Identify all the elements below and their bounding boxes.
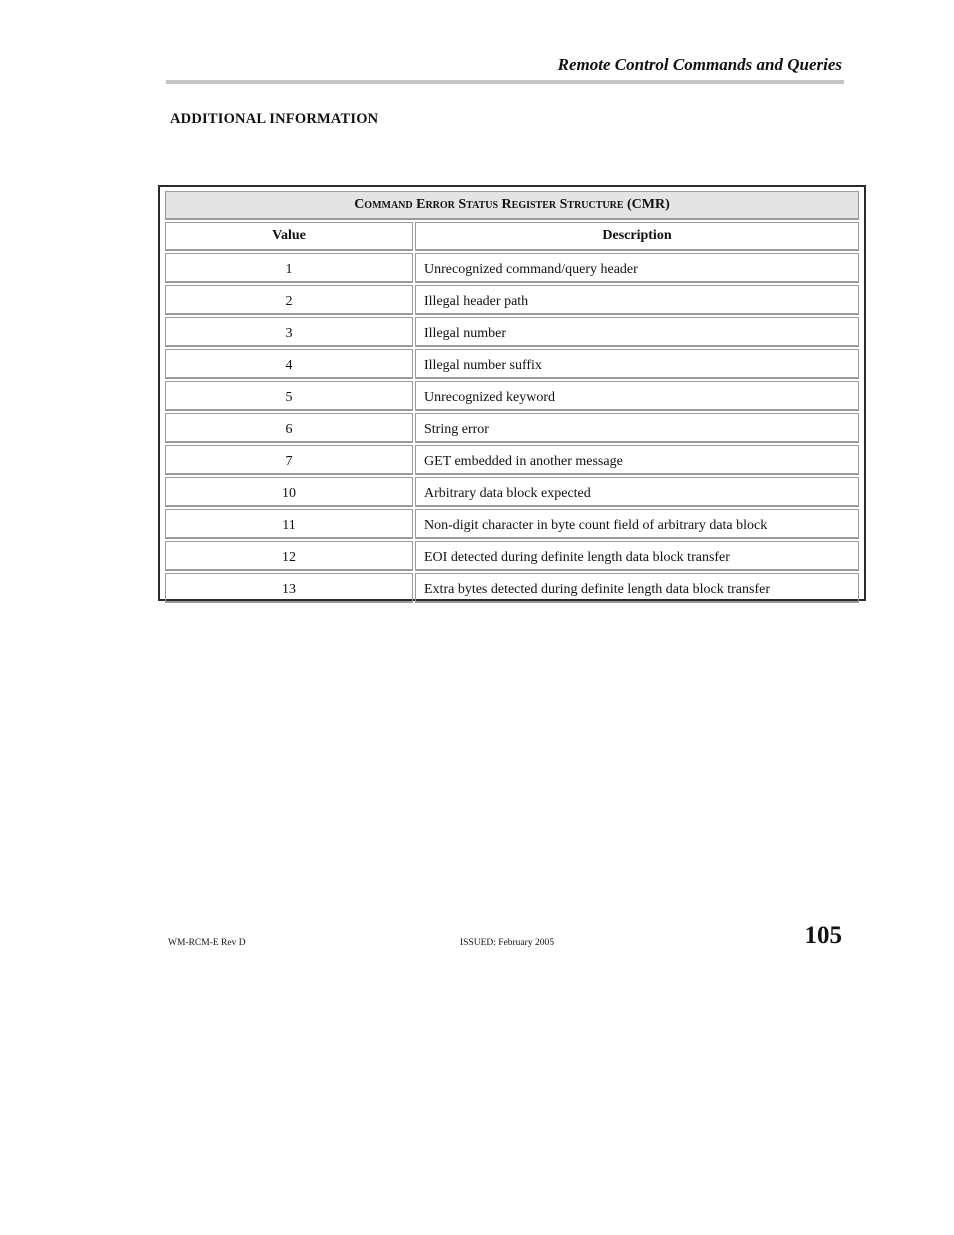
value-cell: 3	[165, 317, 413, 347]
value-cell: 6	[165, 413, 413, 443]
table-body	[165, 253, 859, 603]
table-row	[165, 445, 859, 475]
cmr-table	[163, 189, 861, 605]
description-cell: Unrecognized keyword	[415, 381, 859, 411]
footer-issued-date: ISSUED: February 2005	[460, 938, 554, 948]
table-row	[165, 573, 859, 603]
description-cell: EOI detected during definite length data block transfer	[415, 541, 859, 571]
table-row	[165, 317, 859, 347]
table-row	[165, 349, 859, 379]
value-cell: 7	[165, 445, 413, 475]
description-cell: Illegal header path	[415, 285, 859, 315]
table-row	[165, 253, 859, 283]
value-cell: 5	[165, 381, 413, 411]
description-cell: Illegal number suffix	[415, 349, 859, 379]
description-cell: Arbitrary data block expected	[415, 477, 859, 507]
value-cell: 10	[165, 477, 413, 507]
value-cell: 4	[165, 349, 413, 379]
cmr-table-frame	[158, 185, 866, 601]
table-row	[165, 509, 859, 539]
description-cell: GET embedded in another message	[415, 445, 859, 475]
column-header-value: Value	[165, 222, 413, 251]
table-row	[165, 477, 859, 507]
value-cell: 13	[165, 573, 413, 603]
value-cell: 1	[165, 253, 413, 283]
table-row	[165, 381, 859, 411]
column-header-description: Description	[415, 222, 859, 251]
value-cell: 11	[165, 509, 413, 539]
description-cell: String error	[415, 413, 859, 443]
description-cell: Unrecognized command/query header	[415, 253, 859, 283]
header-divider	[166, 80, 844, 84]
footer-doc-id: WM-RCM-E Rev D	[168, 938, 246, 948]
table-row	[165, 413, 859, 443]
table-header-row	[165, 222, 859, 251]
section-heading: ADDITIONAL INFORMATION	[170, 111, 379, 127]
table-title-row	[165, 191, 859, 220]
table-row	[165, 285, 859, 315]
value-cell: 12	[165, 541, 413, 571]
table-title: Command Error Status Register Structure (CMR)	[165, 191, 859, 220]
value-cell: 2	[165, 285, 413, 315]
table-row	[165, 541, 859, 571]
description-cell: Illegal number	[415, 317, 859, 347]
description-cell: Extra bytes detected during definite length data block transfer	[415, 573, 859, 603]
description-cell: Non-digit character in byte count field of arbitrary data block	[415, 509, 859, 539]
page-number: 105	[804, 922, 842, 949]
running-header-title: Remote Control Commands and Queries	[557, 55, 842, 74]
